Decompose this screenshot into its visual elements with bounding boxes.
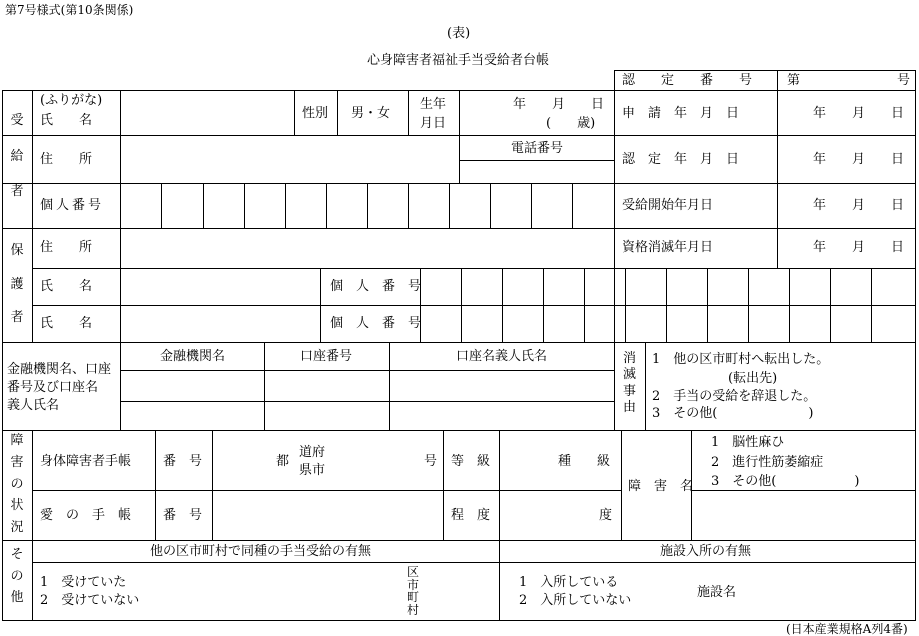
apply-date-ymd: 年 月 日 bbox=[813, 106, 905, 121]
paper-size-note: (日本産業規格A列4番) bbox=[786, 622, 908, 636]
guardian-mynumber-label-1: 個 人 番 号 bbox=[330, 279, 422, 294]
birth-age: ( 歳) bbox=[546, 116, 596, 131]
guardian-name-label-1: 氏 名 bbox=[40, 279, 93, 294]
extinction-item-2: 2 手当の受給を辞退した。 bbox=[652, 389, 817, 404]
facility-name-label: 施設名 bbox=[697, 585, 737, 600]
extinction-item-1-sub: (転出先) bbox=[728, 371, 778, 386]
cert-date-ymd: 年 月 日 bbox=[813, 152, 905, 167]
bank-side-label-3: 義人氏名 bbox=[7, 398, 60, 413]
cert-no-prefix: 第 bbox=[787, 73, 801, 88]
in-facility-option: 1 入所している bbox=[519, 575, 619, 590]
kind-label: 種 級 bbox=[558, 454, 611, 469]
page-title: 心身障害者福祉手当受給者台帳 bbox=[367, 53, 550, 68]
table-label: (表) bbox=[447, 26, 471, 41]
ai-number-label: 番 号 bbox=[163, 508, 203, 523]
bank-side-label-1: 金融機関名、口座 bbox=[7, 362, 112, 377]
extinction-item-3: 3 その他( ) bbox=[652, 406, 814, 421]
degree-label: 程 度 bbox=[451, 508, 491, 523]
disorder-item-1: 1 脳性麻ひ bbox=[711, 435, 785, 450]
extinction-item-1: 1 他の区市町村へ転出した。 bbox=[652, 352, 830, 367]
apply-date-label: 申 請 年 月 日 bbox=[622, 106, 740, 121]
grade-label: 等 級 bbox=[451, 454, 491, 469]
cert-no-suffix: 号 bbox=[897, 73, 911, 88]
ai-handbook-label: 愛 の 手 帳 bbox=[40, 508, 132, 523]
start-date-ymd: 年 月 日 bbox=[813, 198, 905, 213]
physical-number-label: 番 号 bbox=[163, 454, 203, 469]
disorder-label: 障 害 名 bbox=[628, 479, 694, 494]
loss-date-label: 資格消滅年月日 bbox=[622, 240, 714, 255]
form-id: 第7号様式(第10条関係) bbox=[5, 3, 134, 17]
sex-label: 性別 bbox=[302, 106, 329, 121]
facility-header: 施設入所の有無 bbox=[660, 544, 752, 559]
birth-ymd: 年 月 日 bbox=[513, 97, 605, 112]
kenshi-chars: 県市 bbox=[299, 463, 326, 478]
guardian-mynumber-label-2: 個 人 番 号 bbox=[330, 316, 422, 331]
extinction-label: 消 滅 事 由 bbox=[622, 351, 636, 415]
to-char: 都 bbox=[276, 454, 290, 469]
cert-date-label: 認 定 年 月 日 bbox=[622, 152, 740, 167]
account-holder-header: 口座名義人氏名 bbox=[456, 349, 548, 364]
same-allowance-header: 他の区市町村で同種の手当受給の有無 bbox=[150, 544, 372, 559]
birth-label-1: 生年 bbox=[420, 97, 447, 112]
received-option: 1 受けていた bbox=[40, 575, 127, 590]
dofu-chars: 道府 bbox=[299, 445, 326, 460]
guardian-name-label-2: 氏 名 bbox=[40, 316, 93, 331]
furigana-label: (ふりがな) bbox=[40, 93, 103, 108]
bank-name-header: 金融機関名 bbox=[160, 349, 226, 364]
guardian-side-label: 保 護 者 bbox=[10, 243, 24, 325]
phone-label: 電話番号 bbox=[511, 141, 564, 156]
other-side-label: そ の 他 bbox=[10, 547, 24, 605]
cert-no-label: 認 定 番 号 bbox=[622, 73, 753, 88]
municipality-chars: 区 市 町 村 bbox=[406, 565, 419, 617]
disability-side-label: 障 害 の 状 況 bbox=[10, 433, 24, 535]
loss-date-ymd: 年 月 日 bbox=[813, 240, 905, 255]
go-char: 号 bbox=[424, 454, 438, 469]
recipient-address-label: 住 所 bbox=[40, 152, 93, 167]
birth-label-2: 月日 bbox=[420, 116, 447, 131]
disorder-item-2: 2 進行性筋萎縮症 bbox=[711, 455, 824, 470]
account-no-header: 口座番号 bbox=[300, 349, 353, 364]
degree-unit: 度 bbox=[599, 508, 613, 523]
bank-side-label-2: 番号及び口座名 bbox=[7, 380, 99, 395]
not-received-option: 2 受けていない bbox=[40, 593, 140, 608]
recipient-name-label: 氏 名 bbox=[40, 113, 93, 128]
recipient-side-label: 受 給 者 bbox=[10, 113, 24, 199]
physical-handbook-label: 身体障害者手帳 bbox=[40, 454, 132, 469]
sex-options: 男・女 bbox=[351, 106, 391, 121]
guardian-address-label: 住 所 bbox=[40, 240, 93, 255]
start-date-label: 受給開始年月日 bbox=[622, 198, 714, 213]
not-in-facility-option: 2 入所していない bbox=[519, 593, 632, 608]
disorder-item-3: 3 その他( ) bbox=[711, 474, 860, 489]
recipient-mynumber-label: 個人番号 bbox=[40, 198, 105, 213]
